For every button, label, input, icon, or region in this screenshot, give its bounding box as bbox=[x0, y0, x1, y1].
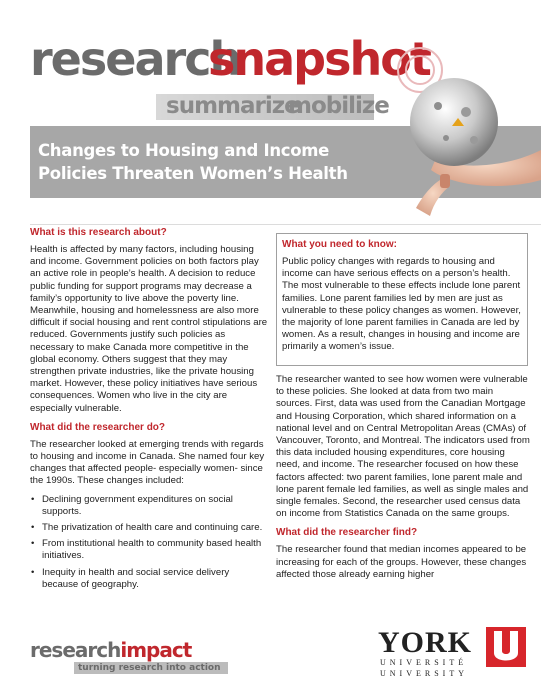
ri-research-text: research bbox=[30, 638, 121, 662]
brand-research-text: research bbox=[30, 32, 241, 86]
section-body-researcher-do: The researcher looked at emerging trends with regards to housing and income in Canada. She named four key changes that affected people- especially women- since the 1990s. These changes included: bbox=[30, 438, 265, 487]
changes-list bbox=[30, 494, 268, 591]
globe-hand-image bbox=[376, 40, 541, 222]
right-column bbox=[276, 374, 531, 587]
page-title-line2: Policies Threaten Women’s Health bbox=[38, 164, 348, 183]
box-body: Public policy changes with regards to housing and income can have serious effects on a person’s health. The most vulnerable to these effects include lone parent families. Lone parent families led by men are just as vulnerable to these policy changes as women. However, the majority of lone parent families in Canada are led by women. As a result, changes in housing and income are primarily a women’s issue. bbox=[282, 256, 521, 353]
page-title bbox=[38, 139, 368, 185]
brand-snapshot-text: snapshot bbox=[208, 32, 430, 86]
york-university-logo bbox=[378, 628, 528, 688]
list-item: • The privatization of health care and continuing care. bbox=[42, 522, 268, 534]
research-method-text: The researcher wanted to see how women were vulnerable to these policies. She looked at data from two main sources. First, data was used from the Canadian Mortgage and Housing Corporation, which shared information on a national level and on Central Metropolitan Areas (CMAs) of Vancouver, Toronto, and Montreal. The indicators used from this data included housing expenditures, core housing need, and income. The researcher focused on how these factors affected: two parent families, lone parent male and lone parent female led families, as well as single males and single females. Second, the researcher used census data on income from Statistics Canada on the same groups. bbox=[276, 374, 530, 520]
section-heading-about: What is this research about? bbox=[30, 227, 167, 238]
research-impact-logo bbox=[30, 638, 221, 673]
list-item: • Inequity in health and social service delivery because of geography. bbox=[42, 567, 268, 591]
section-heading-researcher-do: What did the researcher do? bbox=[30, 421, 166, 433]
ri-impact-text: impact bbox=[120, 638, 192, 662]
york-u-emblem bbox=[486, 627, 526, 667]
tagline-summarize: summarize bbox=[166, 93, 299, 119]
york-university: UNIVERSITY bbox=[380, 669, 468, 678]
section-heading-find: What did the researcher find? bbox=[276, 527, 418, 539]
left-column bbox=[30, 226, 268, 595]
tagline-mobilize: mobilize bbox=[288, 93, 389, 119]
section-body-find: The researcher found that median incomes appeared to be increasing for each of the groups. However, these changes affected those already earning higher bbox=[276, 544, 527, 580]
ri-tagline: turning research into action bbox=[74, 662, 228, 674]
page-title-line1: Changes to Housing and Income bbox=[38, 141, 330, 160]
york-u-icon bbox=[486, 627, 526, 667]
york-universite: UNIVERSITÉ bbox=[380, 658, 468, 667]
list-item: • Declining government expenditures on social supports. bbox=[42, 494, 268, 518]
header-divider bbox=[30, 224, 541, 225]
section-body-about: Health is affected by many factors, including housing and income. Government policies on both factors play an active role in people’s health. A decision to reduce public funding for support programs may decrease a family’s opportunity to live above the poverty line. Meanwhile, housing and homelessness are also more difficult if social housing and rent control stipulations are reduced. Governments justify such policies as necessary to make Canada more competitive in the global economy. Others suggest that they may strengthen private industries, like the private housing market. However, these policy initiatives have serious consequences. Women who live in the city are especially vulnerable. bbox=[30, 244, 268, 414]
globe-hand-illustration bbox=[376, 40, 541, 222]
header bbox=[0, 0, 541, 222]
list-item: • From institutional health to community based health initiatives. bbox=[42, 538, 268, 562]
key-points-box bbox=[276, 233, 528, 366]
box-heading: What you need to know: bbox=[282, 239, 397, 250]
york-wordmark: YORK bbox=[378, 626, 472, 659]
